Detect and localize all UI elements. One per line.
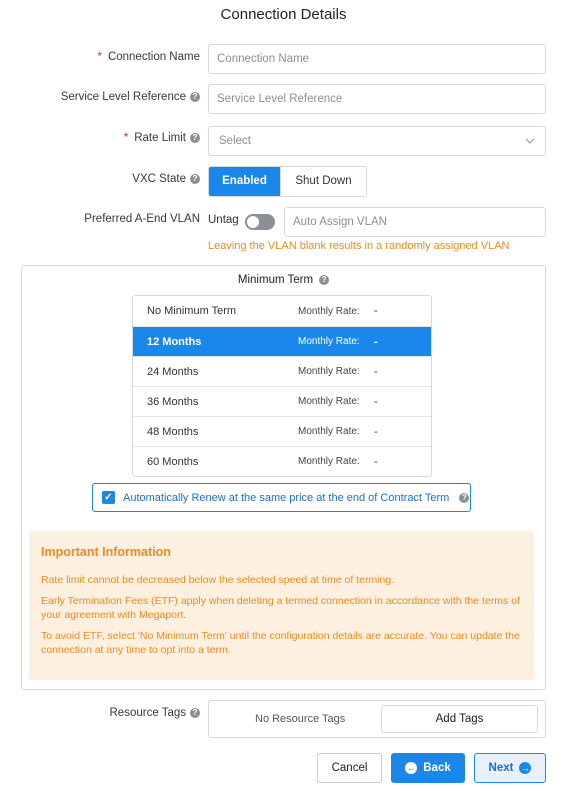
term-option-no-minimum[interactable] [133, 296, 431, 326]
term-name: 36 Months [147, 395, 199, 408]
term-name: 48 Months [147, 425, 199, 438]
chevron-down-icon [525, 138, 535, 144]
resource-tags-label [110, 707, 201, 719]
important-info-paragraph: Early Termination Fees (ETF) apply when deleting a termed connection in accordance with the terms of your agreement with Megaport. [41, 595, 520, 621]
help-icon[interactable]: ? [190, 708, 200, 718]
monthly-rate-value: - [374, 425, 378, 438]
untag-label: Untag [208, 214, 239, 226]
term-option-24-months[interactable] [133, 356, 431, 386]
connection-name-label [97, 51, 200, 63]
monthly-rate-label: Monthly Rate: [298, 396, 360, 407]
rate-limit-value: Select [219, 135, 251, 147]
help-icon[interactable]: ? [190, 174, 200, 184]
vxc-state-shutdown-button[interactable]: Shut Down [280, 167, 366, 196]
vxc-state-enabled-button[interactable]: Enabled [209, 167, 280, 196]
monthly-rate-label: Monthly Rate: [298, 456, 360, 467]
help-icon[interactable]: ? [459, 493, 469, 503]
connection-name-label-text: Connection Name [107, 51, 200, 63]
vxc-state-toggle [208, 166, 367, 197]
arrow-right-icon: → [520, 763, 530, 773]
back-button[interactable] [391, 753, 465, 783]
help-icon[interactable]: ? [190, 92, 200, 102]
monthly-rate-value: - [374, 455, 378, 468]
term-name: 24 Months [147, 365, 199, 378]
preferred-vlan-label: Preferred A-End VLAN [84, 213, 200, 225]
minimum-term-title-text: Minimum Term [237, 274, 314, 286]
help-icon[interactable]: ? [319, 275, 329, 285]
monthly-rate-label: Monthly Rate: [298, 305, 360, 317]
term-option-36-months[interactable] [133, 386, 431, 416]
rate-limit-select[interactable] [208, 126, 546, 156]
term-name: No Minimum Term [147, 305, 237, 317]
term-option-48-months[interactable] [133, 416, 431, 446]
resource-tags-label-text: Resource Tags [109, 707, 186, 719]
rate-limit-label [124, 132, 200, 144]
vxc-state-label-text: VXC State [132, 173, 186, 185]
term-option-12-months[interactable] [133, 326, 431, 356]
minimum-term-title [0, 274, 567, 286]
term-name: 60 Months [147, 455, 199, 468]
checkmark-icon[interactable]: ✓ [102, 491, 115, 504]
arrow-left-icon: ← [406, 763, 416, 773]
required-marker: * [123, 132, 129, 144]
service-level-reference-label-text: Service Level Reference [60, 91, 186, 103]
help-icon[interactable]: ? [190, 133, 200, 143]
service-level-reference-input[interactable] [208, 84, 546, 114]
important-info-heading: Important Information [41, 545, 171, 559]
resource-tags-box [208, 700, 546, 738]
monthly-rate-value: - [374, 305, 378, 317]
monthly-rate-value: - [374, 365, 378, 378]
monthly-rate-label: Monthly Rate: [298, 366, 360, 377]
important-info-paragraph: To avoid ETF, select 'No Minimum Term' until the configuration details are accurate. You can update the connection at any time to opt into a term. [41, 630, 520, 656]
important-info-box [29, 531, 534, 680]
add-tags-button[interactable]: Add Tags [381, 705, 538, 733]
cancel-button-label: Cancel [331, 762, 368, 774]
term-list [132, 295, 432, 477]
rate-limit-label-text: Rate Limit [134, 132, 186, 144]
next-button-label: Next [488, 762, 514, 774]
no-resource-tags-text: No Resource Tags [255, 713, 346, 725]
important-info-paragraph: Rate limit cannot be decreased below the selected speed at time of terming. [41, 574, 395, 586]
auto-renew-checkbox[interactable] [92, 483, 471, 512]
cancel-button[interactable] [317, 753, 382, 783]
vlan-input[interactable] [284, 207, 546, 237]
term-name: 12 Months [147, 335, 202, 348]
page-title: Connection Details [220, 6, 347, 23]
next-button[interactable] [474, 753, 546, 783]
service-level-reference-label [61, 91, 200, 103]
monthly-rate-value: - [374, 335, 378, 348]
auto-renew-label: Automatically Renew at the same price at the end of Contract Term [123, 491, 450, 504]
term-option-60-months[interactable] [133, 446, 431, 476]
required-marker: * [97, 51, 102, 63]
monthly-rate-label: Monthly Rate: [298, 336, 360, 347]
connection-name-input[interactable] [208, 44, 546, 74]
back-button-label: Back [423, 762, 451, 774]
untag-toggle[interactable] [245, 214, 275, 230]
monthly-rate-value: - [374, 395, 378, 408]
vlan-hint: Leaving the VLAN blank results in a randomly assigned VLAN [208, 240, 510, 252]
monthly-rate-label: Monthly Rate: [298, 426, 360, 437]
vxc-state-label [132, 173, 200, 185]
